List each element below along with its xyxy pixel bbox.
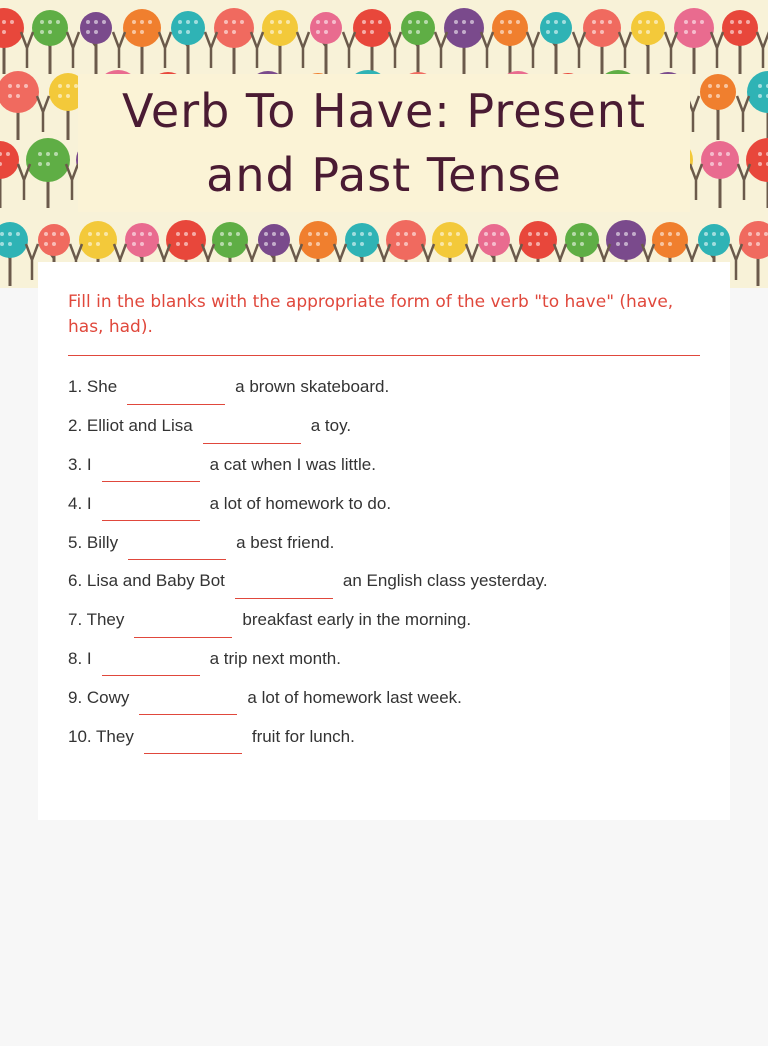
answer-blank-4[interactable] (102, 498, 200, 521)
question-prefix: 10. They (68, 726, 134, 746)
answer-blank-7[interactable] (134, 615, 232, 638)
sprout-decoration (389, 32, 401, 68)
question-1 (68, 368, 708, 407)
sprout-decoration (738, 164, 750, 200)
question-suffix: an English class yesterday. (342, 571, 548, 591)
sprout-decoration (37, 96, 49, 132)
question-3 (68, 446, 708, 485)
answer-blank-3[interactable] (102, 459, 200, 482)
question-9 (68, 678, 708, 717)
question-suffix: breakfast early in the morning. (242, 610, 472, 630)
question-suffix: a cat when I was little. (209, 454, 376, 474)
header-banner (0, 0, 768, 288)
tree-decoration (674, 8, 714, 74)
sprout-decoration (205, 32, 217, 68)
tree-decoration (214, 8, 254, 74)
question-prefix: 8. I (68, 648, 92, 668)
tree-decoration (353, 9, 391, 74)
tree-decoration (747, 71, 768, 140)
sprout-decoration (527, 32, 539, 68)
sprout-decoration (481, 32, 493, 68)
question-2 (68, 407, 708, 446)
title-box (78, 74, 690, 212)
tree-decoration (0, 71, 39, 140)
question-prefix: 6. Lisa and Baby Bot (68, 571, 225, 591)
sprout-decoration (159, 32, 171, 68)
answer-blank-8[interactable] (102, 653, 200, 676)
sprout-decoration (619, 32, 631, 68)
question-suffix: a trip next month. (209, 648, 341, 668)
instructions-text: Fill in the blanks with the appropriate form of the verb "to have" (have, has, had). (68, 292, 674, 337)
question-prefix: 9. Cowy (68, 687, 130, 707)
question-7 (68, 601, 708, 640)
tree-decoration (540, 12, 572, 74)
worksheet-card (38, 262, 730, 820)
tree-decoration (171, 11, 205, 74)
title-line-2: and Past Tense (206, 148, 562, 202)
sprout-decoration (665, 32, 677, 68)
sprout-decoration (711, 32, 723, 68)
tree-decoration (746, 138, 768, 208)
question-suffix: fruit for lunch. (251, 726, 355, 746)
sprout-decoration (66, 164, 78, 200)
question-5 (68, 523, 708, 562)
tree-decoration (401, 11, 435, 74)
question-list (68, 368, 708, 756)
tree-decoration (26, 138, 70, 208)
sprout-decoration (690, 164, 702, 200)
question-suffix: a lot of homework to do. (209, 493, 392, 513)
page-title (122, 79, 646, 207)
question-prefix: 3. I (68, 454, 92, 474)
sprout-decoration (21, 32, 33, 68)
answer-blank-6[interactable] (235, 576, 333, 599)
sprout-decoration (573, 32, 585, 68)
sprout-decoration (737, 96, 749, 132)
tree-decoration (631, 11, 665, 74)
tree-decoration (700, 74, 736, 140)
answer-blank-5[interactable] (128, 537, 226, 560)
sprout-decoration (343, 32, 355, 68)
question-prefix: 7. They (68, 610, 125, 630)
tree-decoration (701, 141, 739, 208)
question-prefix: 4. I (68, 493, 92, 513)
answer-blank-2[interactable] (203, 421, 301, 444)
sprout-decoration (730, 244, 742, 280)
answer-blank-1[interactable] (127, 382, 225, 405)
divider (68, 355, 700, 356)
question-6 (68, 562, 708, 601)
sprout-decoration (67, 32, 79, 68)
sprout-decoration (297, 32, 309, 68)
sprout-decoration (757, 32, 768, 68)
sprout-decoration (26, 244, 38, 280)
sprout-decoration (251, 32, 263, 68)
tree-decoration (123, 9, 161, 74)
answer-blank-9[interactable] (139, 692, 237, 715)
sprout-decoration (18, 164, 30, 200)
sprout-decoration (113, 32, 125, 68)
tree-decoration (0, 8, 24, 74)
question-suffix: a brown skateboard. (235, 377, 390, 397)
tree-decoration (310, 12, 342, 74)
tree-decoration (583, 9, 621, 74)
title-line-1: Verb To Have: Present (122, 84, 646, 138)
tree-decoration (444, 8, 484, 74)
question-10 (68, 717, 708, 756)
answer-blank-10[interactable] (144, 731, 242, 754)
tree-decoration (0, 222, 28, 286)
tree-decoration (32, 10, 68, 74)
question-8 (68, 640, 708, 679)
tree-decoration (262, 10, 298, 74)
question-prefix: 2. Elliot and Lisa (68, 416, 193, 436)
question-prefix: 5. Billy (68, 532, 119, 552)
question-prefix: 1. She (68, 377, 118, 397)
question-suffix: a lot of homework last week. (247, 687, 462, 707)
question-suffix: a best friend. (236, 532, 335, 552)
tree-decoration (739, 221, 768, 286)
tree-decoration (0, 141, 19, 208)
tree-decoration (492, 10, 528, 74)
question-suffix: a toy. (310, 416, 352, 436)
sprout-decoration (435, 32, 447, 68)
tree-decoration (722, 10, 758, 74)
tree-decoration (80, 12, 112, 74)
question-4 (68, 484, 708, 523)
